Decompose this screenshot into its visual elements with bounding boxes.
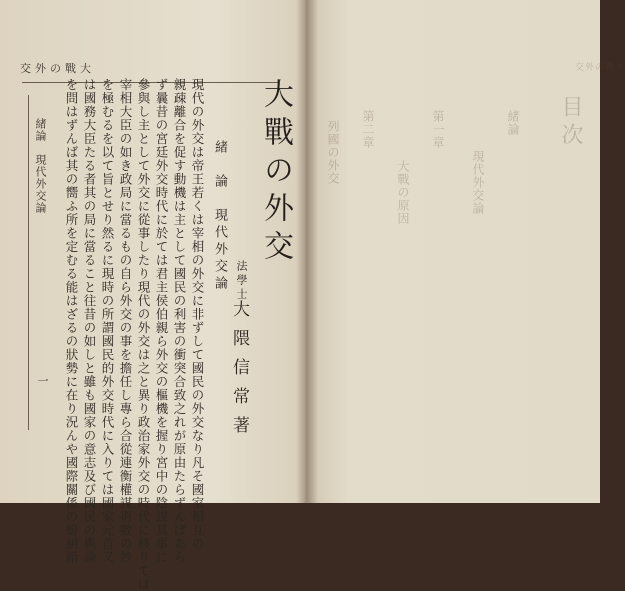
body-column-8: を問はずんば其の嚮ふ所を定むる能はざるの狀勢に在り況んや國際關係の紛糾錯 [64,78,79,564]
page-title: 大戰の外交 [258,78,293,268]
ghost-column: 第二章 [361,110,375,149]
page-number: 一 [36,375,49,387]
body-column-3: ず曩昔の宮廷外交時代に於ては君主侯伯親ら外交の樞機を握り宮中の陰謀其事に [154,78,169,564]
book-gutter [296,0,318,503]
body-column-2: 親疎離合を促す動機は主として國民の利害の衝突合致之れが原由たらずんばあら [172,78,187,564]
body-column-4: 參與し主として外交に從事したり現代の外交は之と異り政治家外交の時代に移りては [136,78,151,591]
right-page [305,0,600,503]
ghost-column: 緒論 [506,110,520,136]
running-header: 交外の戰大 [20,62,95,75]
ghost-column: 大戰の原因 [396,160,410,225]
author-degree: 法學士 [235,260,248,302]
author-name: 大隈信常著 [229,300,249,445]
header-rule [22,82,280,83]
ghost-title: 目次 [558,95,583,151]
side-rule [28,95,29,430]
section-heading: 緒 論 現代外交論 [212,140,227,293]
side-caption: 緒論 現代外交論 [34,118,47,214]
body-column-7: は國務大臣たる者其の局に當ること往昔の如しと雖も國家の意志及び國民の輿論 [82,78,97,564]
body-column-6: を極むるを以て旨とせり然るに現時の所謂國民的外交時代に入りては國家元首又 [100,78,115,564]
ghost-column: 第一章 [431,110,445,149]
body-column-1: 現代の外交は帝王若くは宰相の外交に非ずして國民の外交なり凡そ國家相互の [190,78,205,551]
ghost-running-header: 交外の戰大 [575,63,625,73]
body-column-5: 宰相大臣の如き政局に當るもの自ら外交の事を擔任し專ら合從連衡權謀術數の妙 [118,78,133,564]
ghost-column: 現代外交論 [471,150,485,215]
ghost-column: 列國の外交 [326,120,340,185]
